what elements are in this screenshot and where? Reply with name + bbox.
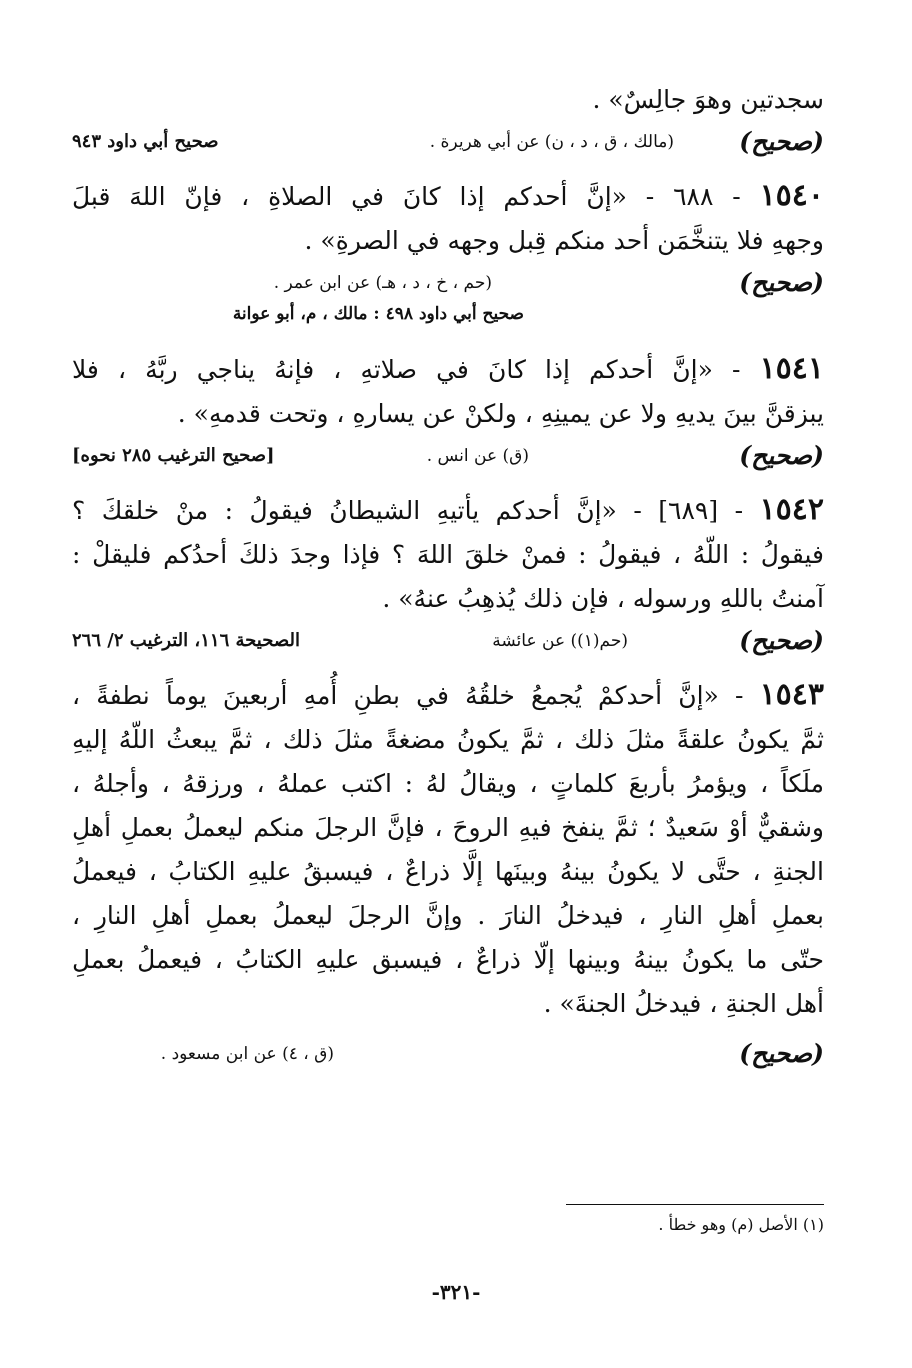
hadith-1540-reference-row (72, 265, 824, 299)
reference-text: الصحيحة ١١٦، الترغيب ٢/ ٢٦٦ (72, 630, 300, 651)
footnote-divider (566, 1204, 824, 1205)
grade-label: (صحيح) (739, 626, 824, 655)
prev-hadith-text: سجدتين وهوَ جالِسٌ» . (592, 85, 824, 114)
grade-label: (صحيح) (739, 441, 824, 470)
hadith-1540-reference: صحيح أبي داود ٤٩٨ : مالك ، م، أبو عوانة (232, 304, 524, 324)
source-text: (ق) عن انس . (426, 446, 529, 466)
reference-text: [صحيح الترغيب ٢٨٥ نحوه] (72, 445, 275, 466)
hadith-1543-line-5: الجنةِ ، حتَّى لا يكونُ بينهُ وبينَها إلَّا ذراعٌ ، فيسبقُ عليهِ الكتابُ ، فيعملُ (72, 857, 824, 886)
hadith-1540-line-2: وجههِ فلا يتنخَّمَن أحد منكم قِبل وجهه في الصرةِ» . (304, 226, 824, 255)
source-text: (حم ، خ ، د ، هـ) عن ابن عمر . (273, 273, 492, 293)
hadith-1542-reference-row (72, 623, 824, 663)
hadith-number: ١٥٤٢ (759, 492, 824, 527)
hadith-1543-line-3: ملَكاً ، ويؤمرُ بأربعَ كلماتٍ ، ويقالُ لهُ : اكتب عملهُ ، ورزقهُ ، وأجلهُ ، (72, 769, 824, 798)
hadith-number: ١٥٤٣ (759, 677, 825, 712)
hadith-1542-line-1: ١٥٤٢ - [٦٨٩] - «إنَّ أحدكم يأتيهِ الشيطانُ فيقولُ : منْ خلقكَ ؟ (72, 492, 824, 527)
hadith-number: ١٥٤١ (759, 351, 825, 386)
hadith-1543-reference-row (72, 1036, 824, 1076)
hadith-1543-line-1: ١٥٤٣ - «إنَّ أحدكمْ يُجمعُ خلقُهُ في بطنِ أُمهِ أربعينَ يوماً نطفةً ، (72, 677, 825, 712)
hadith-1543-line-4: وشقيٌّ أوْ سَعيدٌ ؛ ثمَّ ينفخ فيهِ الروحَ ، فإنَّ الرجلَ منكم ليعملُ بعملِ أهلِ (72, 813, 824, 842)
source-text: (مالك ، ق ، د ، ن) عن أبي هريرة . (429, 132, 674, 152)
hadith-1540-line-1: ١٥٤٠ - ٦٨٨ - «إنَّ أحدكم إذا كانَ في الصلاةِ ، فإنّ اللهَ قبلَ (72, 178, 825, 213)
source-text: (حم(١)) عن عائشة (492, 631, 628, 651)
prev-reference-row (72, 124, 824, 164)
hadith-number: ١٥٤٠ (759, 178, 825, 213)
hadith-1541-line-2: يبزقنَّ بينَ يديهِ ولا عن يمينِهِ ، ولكنْ عن يسارهِ ، وتحت قدمهِ» . (177, 399, 824, 428)
hadith-1542-line-2: فيقولُ : اللّهُ ، فيقولُ : فمنْ خلقَ اللهَ ؟ فإذا وجدَ ذلكَ أحدُكم فليقلْ : (72, 540, 824, 569)
hadith-1542-line-3: آمنتُ باللهِ ورسوله ، فإن ذلك يُذهِبُ عنهُ» . (382, 584, 824, 613)
hadith-1543-line-6: بعملِ أهلِ النارِ ، فيدخلُ النارَ . وإنَّ الرجلَ ليعملُ بعملِ أهلِ النارِ ، (72, 901, 824, 930)
page-number: -٣٢١- (431, 1280, 481, 1304)
hadith-1543-line-7: حتّى ما يكونُ بينهُ وبينها إلّا ذراعٌ ، فيسبق عليهِ الكتابُ ، فيعملُ بعملِ (72, 945, 824, 974)
grade-label: (صحيح) (739, 1039, 824, 1068)
hadith-1543-line-8: أهل الجنةِ ، فيدخلُ الجنةَ» . (543, 989, 824, 1018)
hadith-1541-line-1: ١٥٤١ - «إنَّ أحدكم إذا كانَ في صلاتهِ ، فإنهُ يناجي ربَّهُ ، فلا (72, 351, 825, 386)
source-text: (ق ، ٤) عن ابن مسعود . (160, 1044, 334, 1064)
hadith-1541-reference-row (72, 438, 824, 478)
hadith-page (72, 78, 824, 1076)
reference-text: صحيح أبي داود ٩٤٣ (72, 131, 219, 152)
grade-label: (صحيح) (739, 127, 824, 156)
grade-label: (صحيح) (739, 268, 824, 297)
hadith-1543-line-2: ثمَّ يكونُ علقةً مثلَ ذلك ، ثمَّ يكونُ مضغةً مثلَ ذلك ، ثمَّ يبعثُ اللّهُ إليهِ (72, 725, 824, 754)
footnote: (١) الأصل (م) وهو خطأ . (658, 1215, 824, 1234)
